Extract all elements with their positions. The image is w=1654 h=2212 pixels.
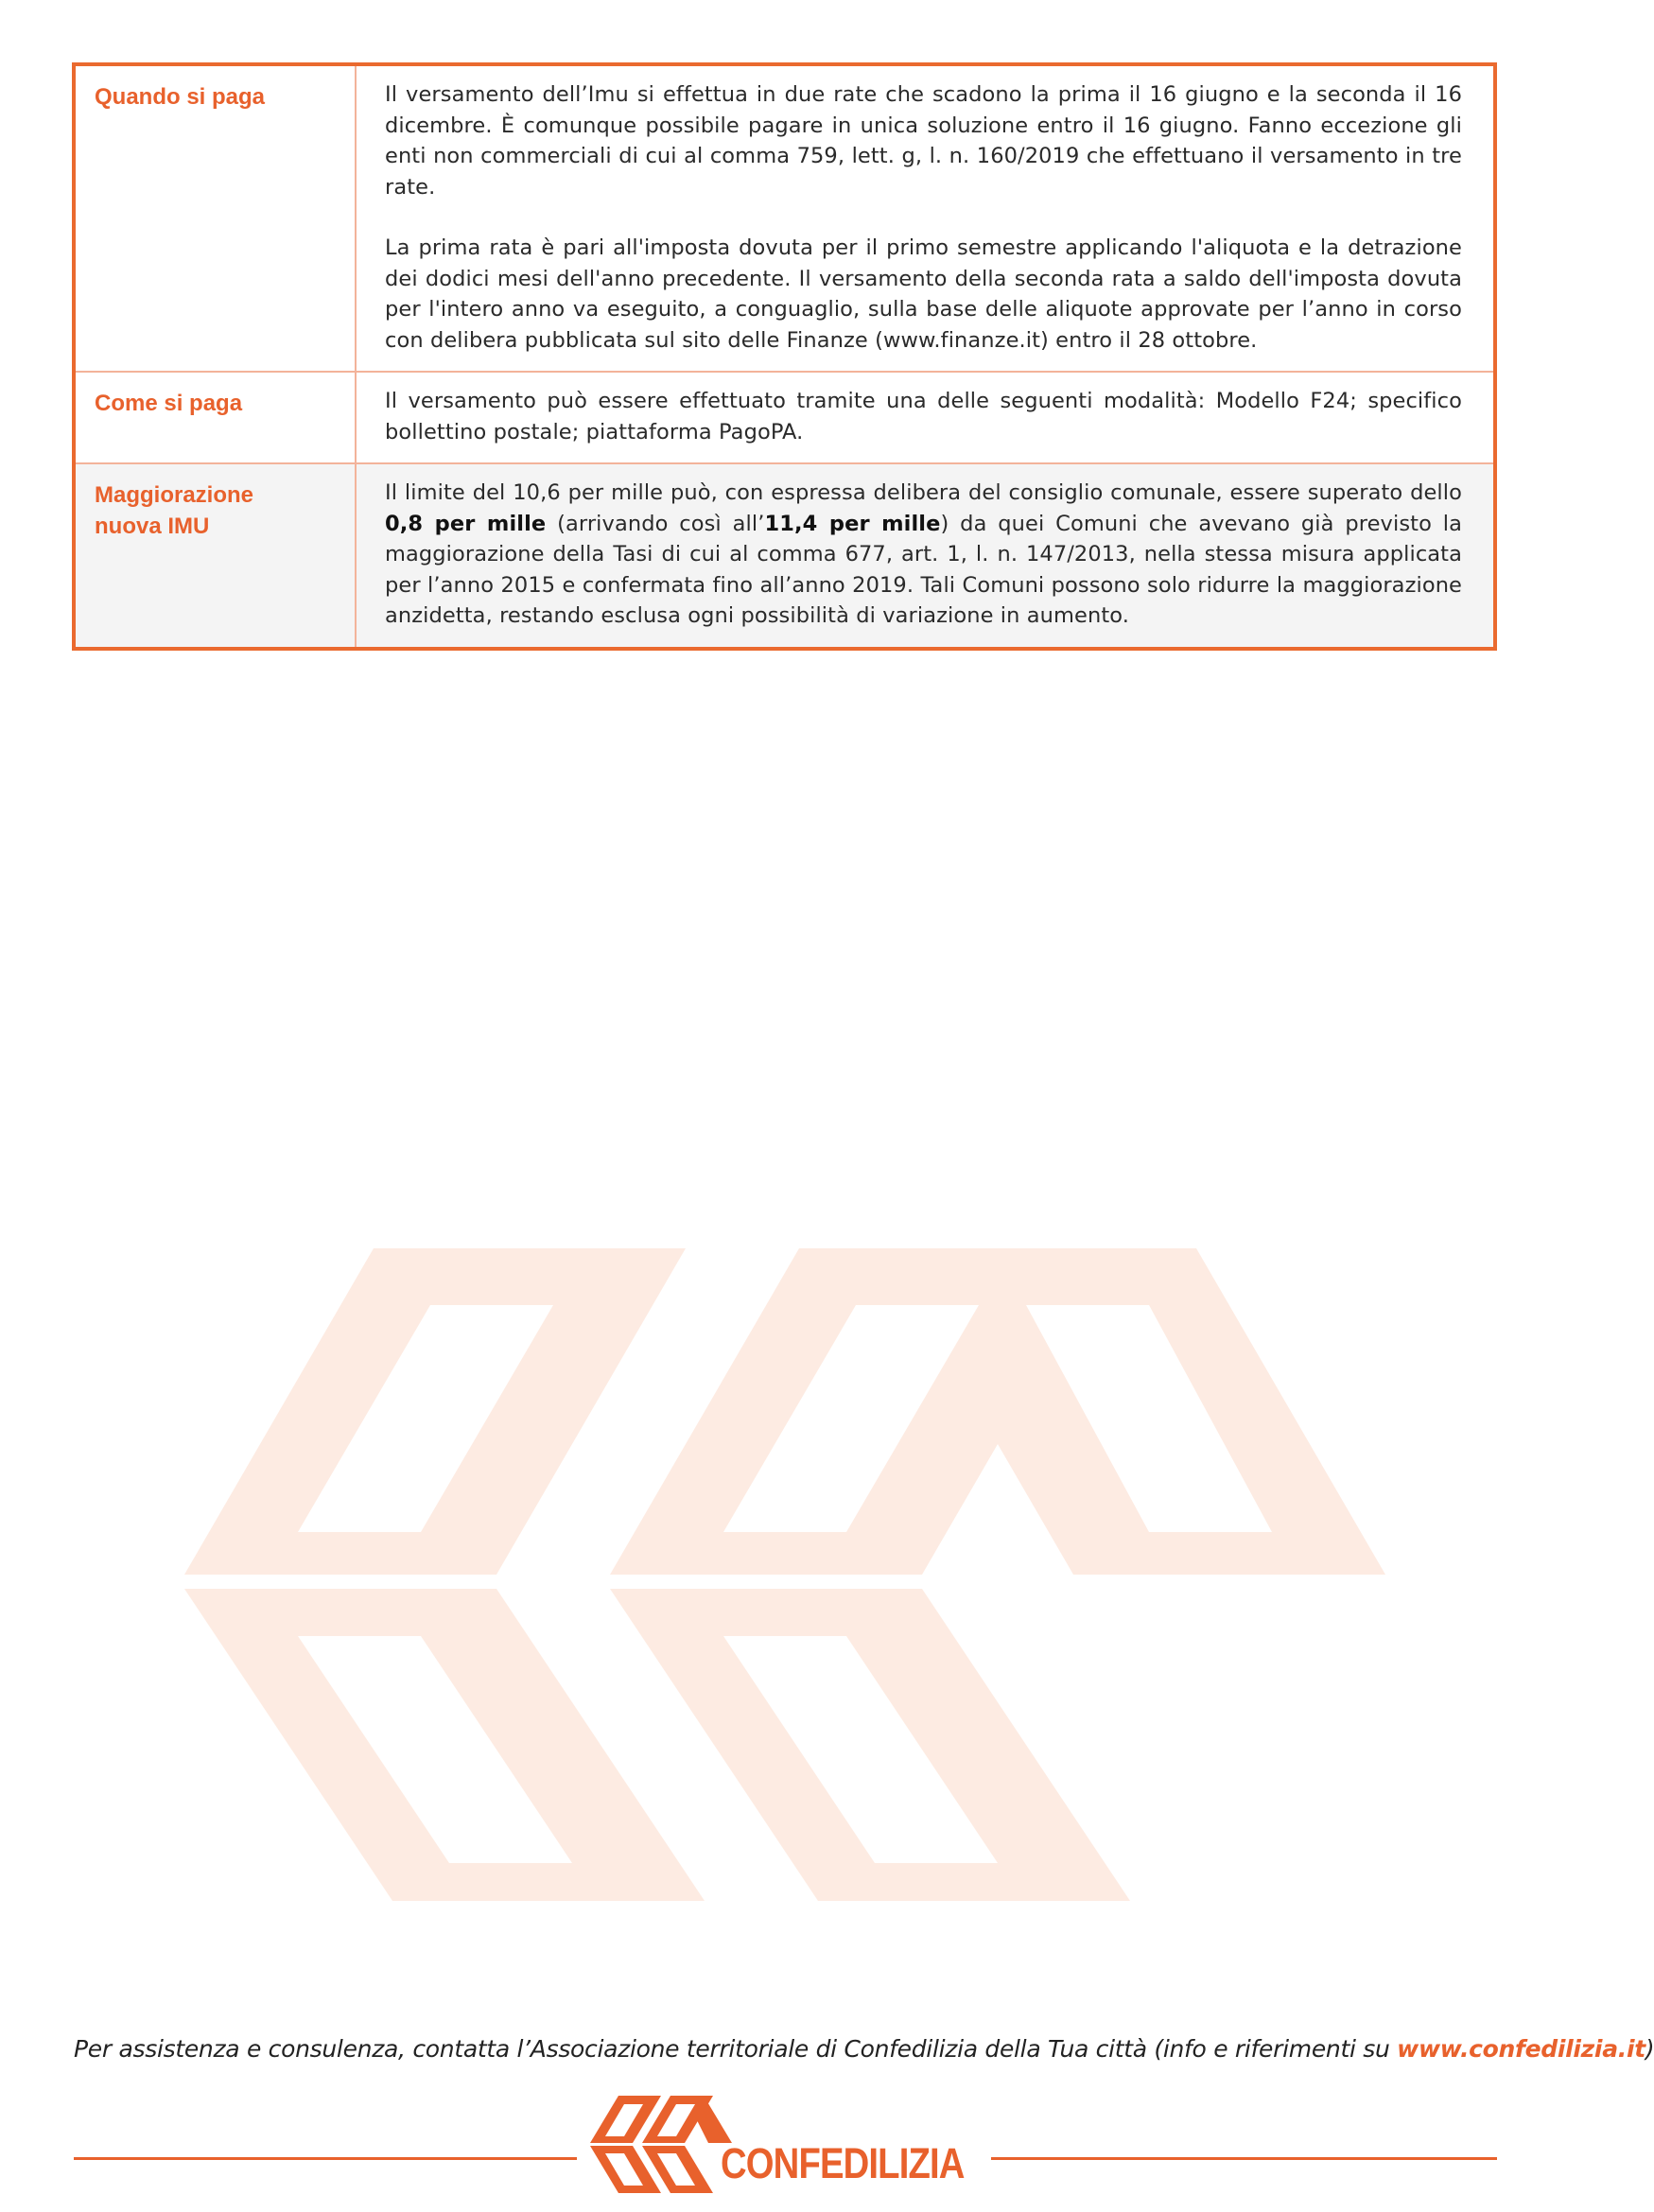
row-label (76, 464, 357, 647)
text-span: ) da quei Comuni che avevano già previsto la maggiorazione della Tasi di cui al comma 677, art. 1, l. n. 147/2013, nella stessa misura applicata per l’anno 2015 e confermata fino all’anno 2019. Tali Comuni possono solo ridurre la maggiorazione anzidetta, restando esclusa ogni possibilità di variazione in aumento. (385, 511, 1462, 628)
paragraph (385, 478, 1462, 632)
footer-divider-left (74, 2157, 577, 2160)
table-row-maggiorazione (76, 464, 1493, 647)
footer-divider-right (991, 2157, 1497, 2160)
table-row-quando (76, 66, 1493, 373)
row-content (357, 373, 1493, 462)
footer-text-end: ) (1645, 2035, 1654, 2063)
text-span: (arrivando così all’ (546, 511, 765, 536)
footer-text: Per assistenza e consulenza, contatta l’Associazione territoriale di Confedilizia della Tua città (info e riferimenti su (74, 2035, 1398, 2063)
confedilizia-logo-mark (590, 2091, 732, 2195)
confedilizia-watermark-logo (184, 1248, 1385, 1901)
footer-assistance-text (74, 2035, 1654, 2063)
paragraph: La prima rata è pari all'imposta dovuta per il primo semestre applicando l'aliquota e la detrazione dei dodici mesi dell'anno precedente. Il versamento della seconda rata a saldo dell'imposta dovuta per l'intero anno va eseguito, a conguaglio, sulla base delle aliquote approvate per l’anno in corso con delibera pubblicata sul sito delle Finanze (www.finanze.it) entro il 28 ottobre. (385, 235, 1462, 353)
row-label: Come si paga (76, 373, 357, 462)
logo-wordmark: CONFEDILIZIA (721, 2139, 965, 2187)
confedilizia-logo (590, 2091, 987, 2195)
table-row-come (76, 373, 1493, 464)
bold-value: 0,8 per mille (385, 511, 547, 536)
text-span: Il limite del 10,6 per mille può, con espressa delibera del consiglio comunale, essere superato dello (385, 480, 1462, 505)
row-content (357, 66, 1493, 371)
bold-value: 11,4 per mille (764, 511, 941, 536)
row-label: Quando si paga (76, 66, 357, 371)
row-label-line: nuova IMU (95, 514, 210, 539)
paragraph: Il versamento può essere effettuato tramite una delle seguenti modalità: Modello F24; specifico bollettino postale; piattaforma PagoPA. (385, 389, 1462, 444)
paragraph: Il versamento dell’Imu si effettua in due rate che scadono la prima il 16 giugno e la seconda il 16 dicembre. È comunque possibile pagare in unica soluzione entro il 16 giugno. Fanno eccezione gli enti non commerciali di cui al comma 759, lett. g, l. n. 160/2019 che effettuano il versamento in tre rate. (385, 82, 1462, 200)
info-table (72, 62, 1497, 651)
row-content (357, 464, 1493, 647)
row-label-line: Maggiorazione (95, 482, 254, 508)
website-link[interactable]: www.confedilizia.it (1397, 2035, 1645, 2063)
